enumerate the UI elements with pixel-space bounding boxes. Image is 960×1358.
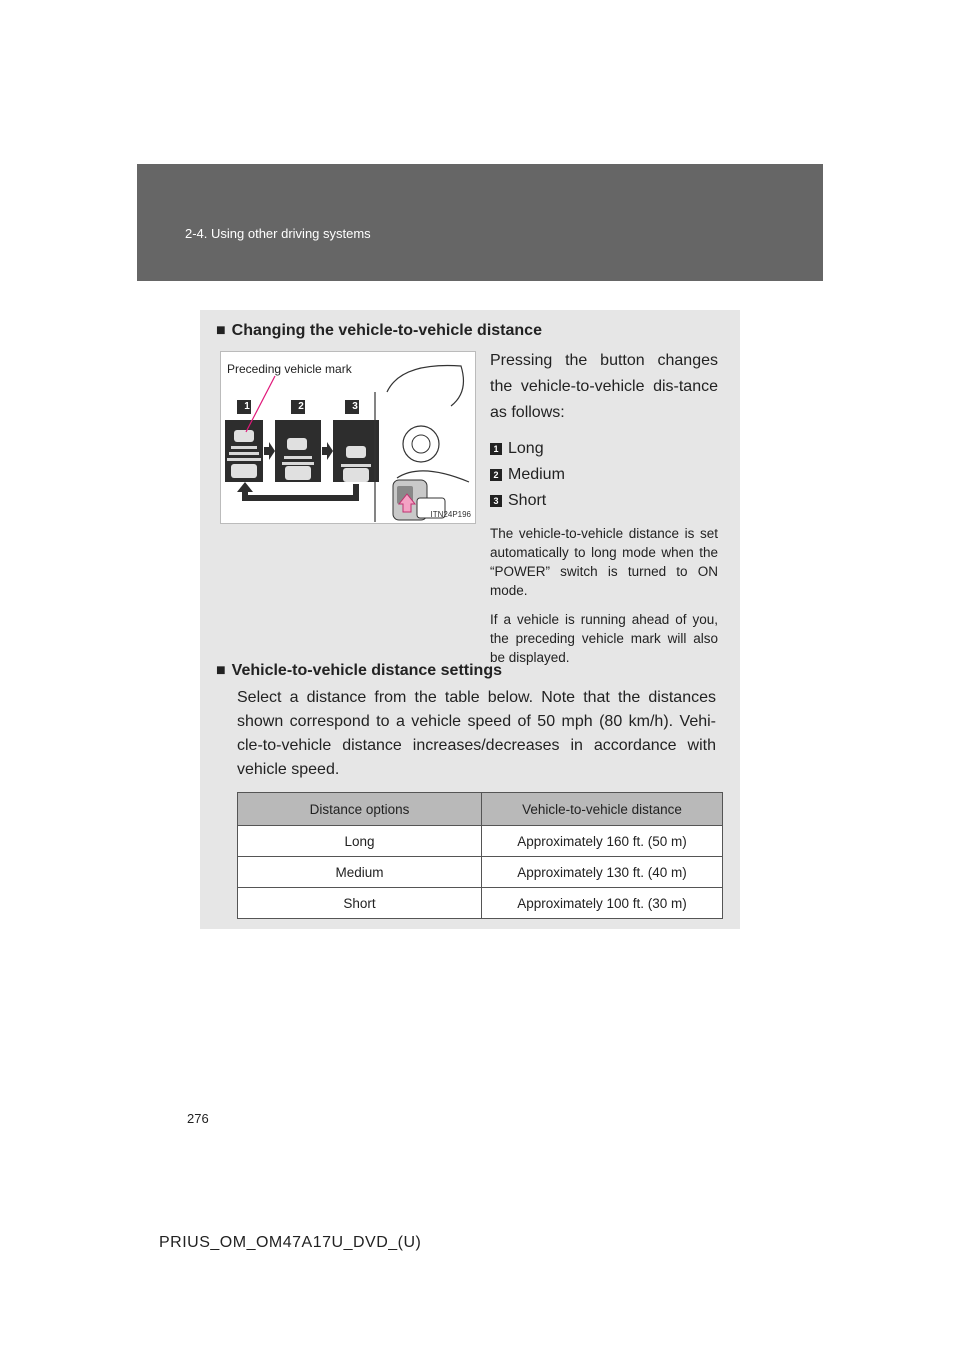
option-label: Long <box>508 440 544 457</box>
number-badge: 2 <box>490 469 502 481</box>
table-cell: Short <box>238 888 482 919</box>
table-cell: Medium <box>238 857 482 888</box>
table-row <box>238 826 723 857</box>
number-badge: 1 <box>490 443 502 455</box>
heading-marker: ■ <box>216 322 226 339</box>
note-default-mode: The vehicle-to-vehicle distance is set automatically to long mode when the “POWER” switch is turned to ON mode. <box>490 526 718 598</box>
distance-illustration <box>220 351 476 524</box>
arrow-right-icon <box>322 442 333 460</box>
header-band <box>137 164 823 281</box>
option-label: Medium <box>508 466 565 483</box>
badge-3-label: 3 <box>352 401 358 412</box>
illustration-graphic <box>221 352 477 525</box>
content-box <box>200 310 740 929</box>
distance-options-list <box>490 436 718 514</box>
heading-text: Vehicle-to-vehicle distance settings <box>231 662 502 679</box>
figure-code: ITN24P196 <box>430 510 471 519</box>
page-number: 276 <box>187 1111 209 1126</box>
table-row <box>238 888 723 919</box>
section-heading-changing-distance <box>216 322 542 340</box>
document-code: PRIUS_OM_OM47A17U_DVD_(U) <box>159 1234 422 1251</box>
list-item <box>490 488 718 514</box>
distance-table <box>237 792 723 919</box>
list-item <box>490 462 718 488</box>
figure-label: Preceding vehicle mark <box>227 362 352 376</box>
table-cell: Approximately 100 ft. (30 m) <box>482 888 723 919</box>
description-text: Pressing the button changes the vehicle-to-vehicle dis-tance as follows: <box>490 352 718 421</box>
settings-paragraph: Select a distance from the table below. Note that the distances shown correspond to a vehicle speed of 50 mph (80 km/h). Vehi-cle-to-vehicle distance increases/decreases in accordance with vehicle speed. <box>237 689 716 778</box>
table-cell: Approximately 160 ft. (50 m) <box>482 826 723 857</box>
section-title: 2-4. Using other driving systems <box>185 226 371 241</box>
steering-hub <box>403 426 439 462</box>
return-arrow-icon <box>245 484 356 498</box>
section-heading-distance-settings <box>216 662 502 680</box>
heading-marker: ■ <box>216 662 226 679</box>
note-preceding-vehicle: If a vehicle is running ahead of you, the preceding vehicle mark will also be displayed. <box>490 612 718 665</box>
arrow-right-icon <box>264 442 275 460</box>
number-badge: 3 <box>490 495 502 507</box>
badge-1-label: 1 <box>244 401 250 412</box>
column-header: Vehicle-to-vehicle distance <box>482 793 723 826</box>
description-column <box>490 348 718 667</box>
option-label: Short <box>508 492 547 509</box>
table-row <box>238 857 723 888</box>
badge-2-label: 2 <box>298 401 304 412</box>
heading-text: Changing the vehicle-to-vehicle distance <box>231 322 542 339</box>
table-header-row <box>238 793 723 826</box>
table-cell: Long <box>238 826 482 857</box>
column-header: Distance options <box>238 793 482 826</box>
list-item <box>490 436 718 462</box>
table-cell: Approximately 130 ft. (40 m) <box>482 857 723 888</box>
